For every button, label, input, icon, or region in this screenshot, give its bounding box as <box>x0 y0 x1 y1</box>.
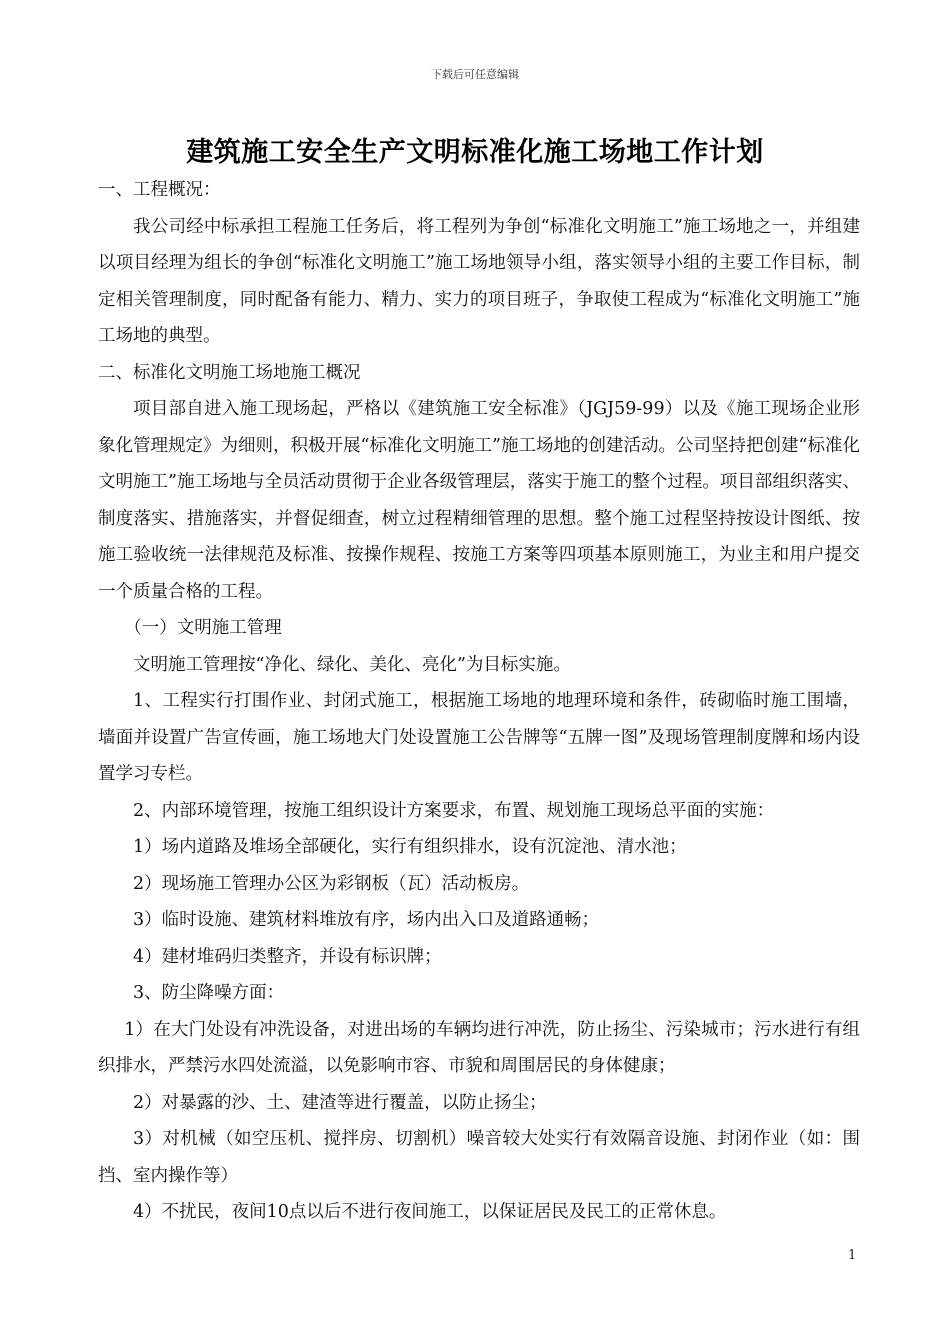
list-item-3-3: 3）对机械（如空压机、搅拌房、切割机）噪音较大处实行有效隔音设施、封闭作业（如：围挡、室内操作等） <box>98 1129 860 1186</box>
list-item-2-1: 1）场内道路及堆场全部硬化，实行有组织排水，设有沉淀池、清水池； <box>133 837 687 857</box>
list-item-2-2: 2）现场施工管理办公区为彩钢板（瓦）活动板房。 <box>133 873 530 894</box>
paragraph-standardization: 项目部自进入施工现场起，严格以《建筑施工安全标准》（JGJ59-99）以及《施工现场企业形象化管理规定》为细则，积极开展“标准化文明施工”施工场地的创建活动。公司坚持把创建“标准化文明施工”施工场地与全员活动贯彻于企业各级管理层，落实于施工的整个过程。项目部组织落实、制度落实、措施落实，并督促细查，树立过程精细管理的思想。整个施工过程坚持按设计图纸、按施工验收统一法律规范及标准、按操作规程、按施工方案等四项基本原则施工，为业主和用户提交一个质量合格的工程。 <box>98 399 860 602</box>
list-item-3-1: 1）在大门处设有冲洗设备，对进出场的车辆均进行冲洗，防止扬尘、污染城市；污水进行有组织排水，严禁污水四处流溢，以免影响市容、市貌和周围居民的身体健康； <box>98 1019 860 1076</box>
section-heading-overview: 一、工程概况： <box>98 180 221 200</box>
list-item-1: 1、工程实行打围作业、封闭式施工，根据施工场地的地理环境和条件，砖砌临时施工围墙，墙面并设置广告宣传画，施工场地大门处设置施工公告牌等“五牌一图”及现场管理制度牌和场内设置学习专栏。 <box>98 691 860 784</box>
paragraph-civilized-intro: 文明施工管理按“净化、绿化、美化、亮化”为目标实施。 <box>133 654 571 675</box>
list-item-3-2: 2）对暴露的沙、土、建渣等进行覆盖，以防止扬尘； <box>133 1092 547 1113</box>
document-title: 建筑施工安全生产文明标准化施工场地工作计划 <box>186 137 764 168</box>
document-body <box>98 172 860 1231</box>
subsection-heading-civilized-management: （一）文明施工管理 <box>124 618 282 638</box>
list-item-2-4: 4）建材堆码归类整齐，并设有标识牌； <box>133 946 442 967</box>
paragraph-overview: 我公司经中标承担工程施工任务后，将工程列为争创“标准化文明施工”施工场地之一，并组建以项目经理为组长的争创“标准化文明施工”施工场地领导小组，落实领导小组的主要工作目标，制定相关管理制度，同时配备有能力、精力、实力的项目班子，争取使工程成为“标准化文明施工”施工场地的典型。 <box>98 216 860 346</box>
list-item-2-3: 3）临时设施、建筑材料堆放有序，场内出入口及道路通畅； <box>133 910 600 930</box>
page-number: 1 <box>848 1248 857 1263</box>
list-item-3-4: 4）不扰民，夜间10点以后不进行夜间施工，以保证居民及民工的正常休息。 <box>133 1202 727 1222</box>
section-heading-standardization: 二、标准化文明施工场地施工概况 <box>98 362 361 383</box>
list-item-3: 3、防尘降噪方面： <box>133 983 285 1003</box>
list-item-2: 2、内部环境管理，按施工组织设计方案要求，布置、规划施工现场总平面的实施： <box>133 800 775 821</box>
page-header-note: 下载后可任意编辑 <box>431 68 519 81</box>
